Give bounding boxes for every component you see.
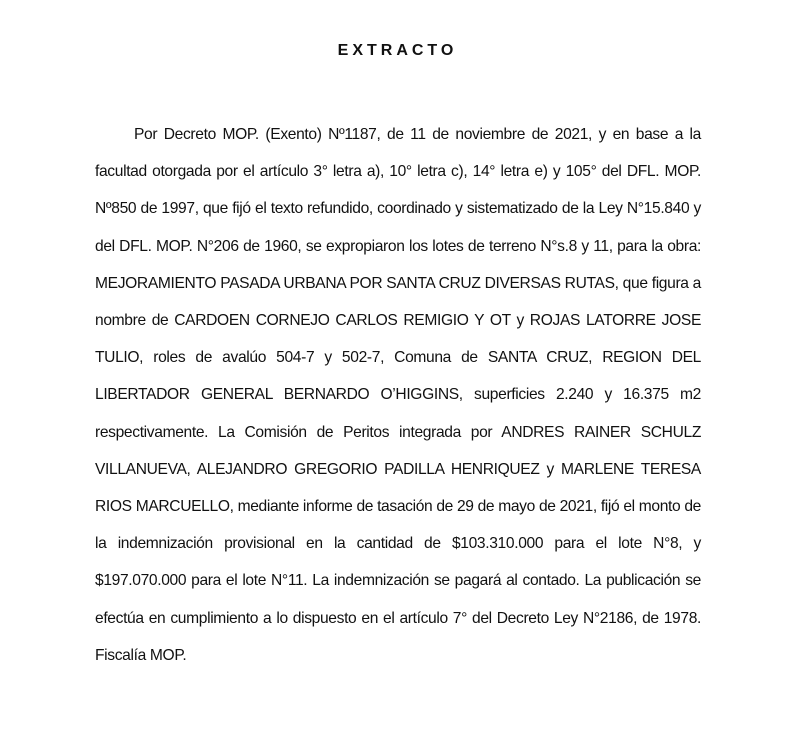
document-body-paragraph: Por Decreto MOP. (Exento) Nº1187, de 11 de noviembre de 2021, y en base a la facultad otorgada por el artículo 3° letra a), 10° letra c), 14° letra e) y 105° del DFL. MOP. Nº850 de 1997, que fijó el texto refundido, coordinado y sistematizado de la Ley N°15.840 y del DFL. MOP. N°206 de 1960, se expropiaron los lotes de terreno N°s.8 y 11, para la obra: MEJORAMIENTO PASADA URBANA POR SANTA CRUZ DIVERSAS RUTAS, que figura a nombre de CARDOEN CORNEJO CARLOS REMIGIO Y OT y ROJAS LATORRE JOSE TULIO, roles de avalúo 504-7 y 502-7, Comuna de SANTA CRUZ, REGION DEL LIBERTADOR GENERAL BERNARDO O’HIGGINS, superficies 2.240 y 16.375 m2 respectivamente. La Comisión de Peritos integrada por ANDRES RAINER SCHULZ VILLANUEVA, ALEJANDRO GREGORIO PADILLA HENRIQUEZ y MARLENE TERESA RIOS MARCUELLO, mediante informe de tasación de 29 de mayo de 2021, fijó el monto de la indemnización provisional en la cantidad de $103.310.000 para el lote N°8, y $197.070.000 para el lote N°11. La indemnización se pagará al contado. La publicación se efectúa en cumplimiento a lo dispuesto en el artículo 7° del Decreto Ley N°2186, de 1978. Fiscalía MOP. (95, 126, 701, 664)
document-title: EXTRACTO (337, 42, 458, 59)
